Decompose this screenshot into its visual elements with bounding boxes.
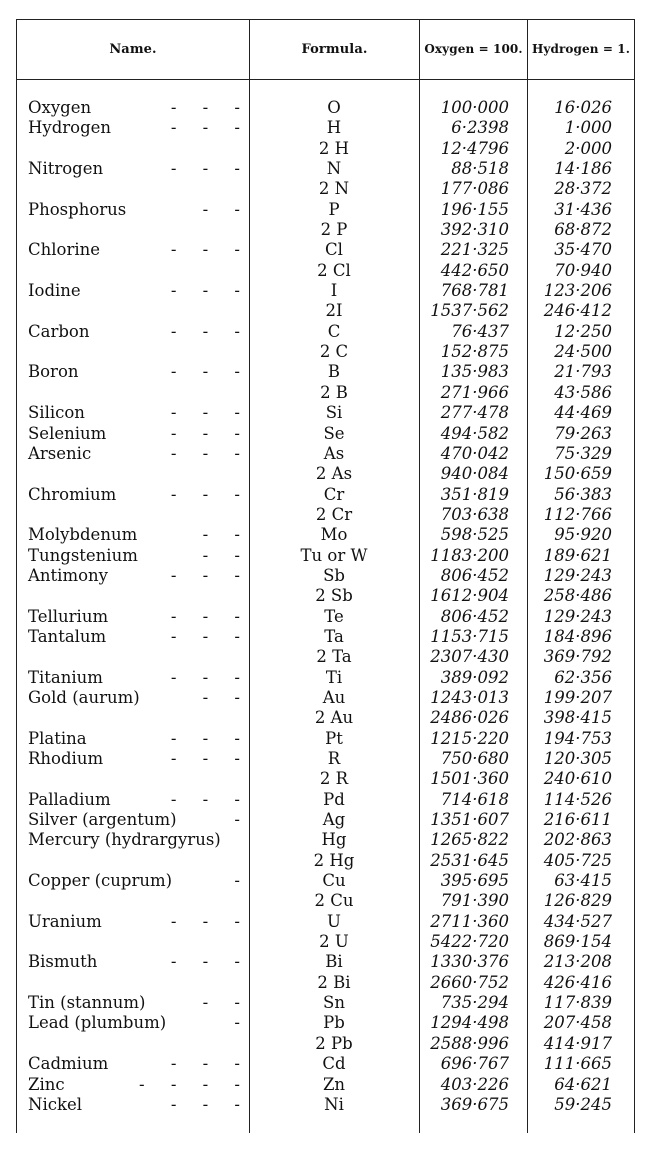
hydrogen-value: 31·436 (554, 199, 612, 219)
leader-dashes: - (234, 810, 240, 830)
oxygen-value: 1351·607 (430, 810, 509, 830)
oxygen-value: 750·680 (440, 749, 509, 768)
header-formula: Formula. (301, 41, 368, 57)
oxygen-value: 6·2398 (451, 118, 509, 138)
oxygen-value: 2531·645 (430, 850, 509, 870)
table-row (0, 1034, 650, 1054)
leader-dashes: - - - (170, 118, 240, 138)
formula-cell: 2 Sb (315, 586, 353, 606)
table-row (0, 342, 650, 362)
formula-cell: P (328, 199, 340, 219)
leader-dashes: - - - (170, 362, 240, 382)
table-row (0, 1013, 650, 1033)
header-name: Name. (109, 41, 157, 57)
formula-cell: Cr (323, 484, 345, 504)
formula-cell: Tu or W (300, 545, 368, 565)
table-row (0, 932, 650, 952)
hydrogen-value: 114·526 (543, 789, 612, 809)
formula-cell: 2 P (320, 220, 348, 240)
table-row (0, 281, 650, 301)
hydrogen-value: 75·329 (554, 443, 612, 463)
leader-dashes: - - (202, 525, 240, 545)
oxygen-value: 714·618 (440, 789, 509, 809)
element-name: Molybdenum (28, 525, 138, 545)
table-row (0, 647, 650, 667)
oxygen-value: 1243·013 (430, 687, 509, 707)
leader-dashes: - - - (170, 667, 240, 687)
table-row (0, 240, 650, 260)
hydrogen-value: 258·486 (543, 586, 612, 606)
formula-cell: N (326, 159, 342, 179)
element-name: Tantalum (28, 626, 107, 646)
formula-cell: Pb (323, 1013, 345, 1033)
hydrogen-value: 194·753 (543, 728, 612, 748)
table-row (0, 505, 650, 525)
oxygen-value: 2660·752 (430, 972, 509, 992)
formula-cell: Ag (322, 810, 346, 830)
table-row (0, 444, 650, 464)
table-row (0, 200, 650, 220)
formula-cell: 2 Hg (313, 850, 355, 870)
header-bottom-rule (16, 79, 635, 80)
table-row (0, 139, 650, 159)
element-name: Uranium (28, 911, 102, 931)
formula-cell: 2 R (319, 769, 349, 789)
oxygen-value: 100·000 (440, 98, 509, 117)
leader-dashes: - - - (170, 606, 240, 626)
hydrogen-value: 63·415 (554, 871, 612, 891)
element-name: Hydrogen (28, 118, 112, 138)
element-name: Bismuth (28, 952, 98, 972)
table-row (0, 708, 650, 728)
formula-cell: Cl (325, 240, 343, 260)
table-row (0, 607, 650, 627)
hydrogen-value: 398·415 (543, 708, 612, 728)
oxygen-value: 2711·360 (430, 911, 509, 931)
hydrogen-value: 62·356 (554, 667, 612, 687)
oxygen-value: 940·084 (440, 464, 509, 484)
oxygen-value: 135·983 (440, 362, 509, 382)
hydrogen-value: 79·263 (554, 423, 612, 443)
hydrogen-value: 1·000 (564, 118, 612, 138)
oxygen-value: 598·525 (440, 525, 509, 545)
oxygen-value: 196·155 (440, 199, 509, 219)
hydrogen-value: 59·245 (554, 1094, 612, 1114)
oxygen-value: 494·582 (440, 423, 509, 443)
oxygen-value: 392·310 (440, 220, 509, 240)
hydrogen-value: 28·372 (554, 179, 612, 199)
oxygen-value: 1265·822 (430, 830, 509, 850)
table-row (0, 485, 650, 505)
oxygen-value: 76·437 (451, 321, 509, 341)
oxygen-value: 221·325 (440, 240, 509, 260)
table-row (0, 952, 650, 972)
formula-cell: 2 Au (314, 708, 354, 728)
oxygen-value: 177·086 (440, 179, 509, 199)
element-name: Lead (plumbum) (28, 1013, 167, 1033)
oxygen-value: 703·638 (440, 504, 509, 524)
hydrogen-value: 216·611 (543, 810, 612, 830)
hydrogen-value: 123·206 (543, 281, 612, 301)
oxygen-value: 403·226 (440, 1074, 509, 1094)
table-row (0, 98, 650, 118)
oxygen-value: 768·781 (440, 281, 509, 301)
hydrogen-value: 14·186 (554, 159, 612, 179)
leader-dashes: - - (202, 545, 240, 565)
element-name: Silicon (28, 403, 85, 423)
hydrogen-value: 16·026 (554, 98, 612, 117)
oxygen-value: 735·294 (440, 993, 509, 1013)
leader-dashes: - - - (170, 443, 240, 463)
element-name: Selenium (28, 423, 107, 443)
leader-dashes: - - - (170, 952, 240, 972)
leader-dashes: - - - - (139, 1074, 240, 1094)
table-row (0, 668, 650, 688)
leader-dashes: - - - (170, 321, 240, 341)
formula-cell: Hg (321, 830, 347, 850)
hydrogen-value: 246·412 (543, 301, 612, 321)
hydrogen-value: 43·586 (554, 382, 612, 402)
formula-cell: Zn (322, 1074, 346, 1094)
oxygen-value: 1153·715 (430, 626, 509, 646)
leader-dashes: - - - (170, 403, 240, 423)
oxygen-value: 442·650 (440, 260, 509, 280)
formula-cell: Te (324, 606, 344, 626)
formula-cell: Pd (323, 789, 345, 809)
formula-cell: 2 B (320, 382, 348, 402)
leader-dashes: - - - (170, 728, 240, 748)
formula-cell: Ti (325, 667, 343, 687)
leader-dashes: - - - (170, 626, 240, 646)
formula-cell: 2 N (318, 179, 350, 199)
hydrogen-value: 24·500 (554, 342, 612, 362)
leader-dashes: - - - (170, 98, 240, 117)
formula-cell: 2 Cl (317, 260, 351, 280)
oxygen-value: 1330·376 (430, 952, 509, 972)
hydrogen-value: 70·940 (554, 260, 612, 280)
oxygen-value: 12·4796 (440, 138, 509, 158)
leader-dashes: - - - (170, 281, 240, 301)
oxygen-value: 351·819 (440, 484, 509, 504)
hydrogen-value: 120·305 (543, 749, 612, 768)
table-row (0, 383, 650, 403)
table-row (0, 362, 650, 382)
oxygen-value: 395·695 (440, 871, 509, 891)
hydrogen-value: 111·665 (543, 1054, 612, 1074)
formula-cell: Sb (323, 565, 345, 585)
formula-cell: Sn (323, 993, 345, 1013)
table-row (0, 851, 650, 871)
element-name: Mercury (hydrargyrus) (28, 830, 221, 850)
oxygen-value: 1294·498 (430, 1013, 509, 1033)
leader-dashes: - - - (170, 240, 240, 260)
element-name: Nickel (28, 1094, 82, 1114)
leader-dashes: - - - (170, 423, 240, 443)
table-row (0, 118, 650, 138)
element-name: Phosphorus (28, 199, 127, 219)
formula-cell: 2 As (315, 464, 353, 484)
table-row (0, 220, 650, 240)
table-row (0, 566, 650, 586)
element-name: Gold (aurum) (28, 687, 140, 707)
table-row (0, 790, 650, 810)
formula-cell: U (327, 911, 341, 931)
formula-cell: As (323, 443, 345, 463)
leader-dashes: - - (202, 199, 240, 219)
element-name: Antimony (28, 565, 108, 585)
element-name: Silver (argentum) (28, 810, 177, 830)
table-row (0, 322, 650, 342)
formula-cell: Se (323, 423, 345, 443)
hydrogen-value: 126·829 (543, 891, 612, 911)
leader-dashes: - (234, 1013, 240, 1033)
oxygen-value: 271·966 (440, 382, 509, 402)
hydrogen-value: 2·000 (564, 138, 612, 158)
hydrogen-value: 202·863 (543, 830, 612, 850)
oxygen-value: 1183·200 (430, 545, 509, 565)
hydrogen-value: 184·896 (543, 626, 612, 646)
leader-dashes: - - - (170, 1094, 240, 1114)
hydrogen-value: 426·416 (543, 972, 612, 992)
hydrogen-value: 213·208 (543, 952, 612, 972)
element-name: Rhodium (28, 749, 104, 768)
formula-cell: Bi (325, 952, 343, 972)
table-row (0, 179, 650, 199)
table-row (0, 261, 650, 281)
leader-dashes: - - (202, 993, 240, 1013)
table-row (0, 424, 650, 444)
formula-cell: O (327, 98, 341, 117)
formula-cell: C (327, 321, 341, 341)
hydrogen-value: 56·383 (554, 484, 612, 504)
table-body (0, 98, 650, 1115)
oxygen-value: 696·767 (440, 1054, 509, 1074)
oxygen-value: 152·875 (440, 342, 509, 362)
hydrogen-value: 434·527 (543, 911, 612, 931)
table-row (0, 729, 650, 749)
oxygen-value: 470·042 (440, 443, 509, 463)
leader-dashes: - - - (170, 565, 240, 585)
formula-cell: 2 Cu (314, 891, 354, 911)
oxygen-value: 806·452 (440, 565, 509, 585)
oxygen-value: 791·390 (440, 891, 509, 911)
header-oxygen: Oxygen = 100. (424, 42, 523, 56)
oxygen-value: 2486·026 (430, 708, 509, 728)
leader-dashes: - - - (170, 159, 240, 179)
element-name: Zinc (28, 1074, 65, 1094)
formula-cell: 2 Ta (316, 647, 352, 667)
formula-cell: Mo (320, 525, 348, 545)
hydrogen-value: 189·621 (543, 545, 612, 565)
element-name: Tungstenium (28, 545, 138, 565)
leader-dashes: - - - (170, 1054, 240, 1074)
formula-cell: Ni (324, 1094, 344, 1114)
element-name: Boron (28, 362, 79, 382)
oxygen-value: 1215·220 (430, 728, 509, 748)
formula-cell: 2 H (318, 138, 350, 158)
hydrogen-value: 369·792 (543, 647, 612, 667)
oxygen-value: 1612·904 (430, 586, 509, 606)
formula-cell: Si (325, 403, 343, 423)
leader-dashes: - (234, 871, 240, 891)
element-name: Chromium (28, 484, 117, 504)
hydrogen-value: 12·250 (554, 321, 612, 341)
hydrogen-value: 68·872 (554, 220, 612, 240)
hydrogen-value: 35·470 (554, 240, 612, 260)
hydrogen-value: 64·621 (554, 1074, 612, 1094)
oxygen-value: 389·092 (440, 667, 509, 687)
table-row (0, 688, 650, 708)
leader-dashes: - - - (170, 789, 240, 809)
hydrogen-value: 21·793 (554, 362, 612, 382)
hydrogen-value: 405·725 (543, 850, 612, 870)
element-name: Tin (stannum) (28, 993, 146, 1013)
element-name: Copper (cuprum) (28, 871, 173, 891)
oxygen-value: 1501·360 (430, 769, 509, 789)
formula-cell: Cd (322, 1054, 346, 1074)
table-row (0, 586, 650, 606)
element-name: Tellurium (28, 606, 109, 626)
element-name: Arsenic (28, 443, 92, 463)
leader-dashes: - - - (170, 749, 240, 768)
hydrogen-value: 129·243 (543, 606, 612, 626)
hydrogen-value: 112·766 (543, 504, 612, 524)
element-name: Platina (28, 728, 87, 748)
formula-cell: 2I (325, 301, 343, 321)
leader-dashes: - - - (170, 911, 240, 931)
formula-cell: R (327, 749, 341, 768)
formula-cell: 2 U (319, 932, 349, 952)
hydrogen-value: 117·839 (543, 993, 612, 1013)
element-name: Titanium (28, 667, 103, 687)
element-name: Nitrogen (28, 159, 104, 179)
table-row (0, 810, 650, 830)
oxygen-value: 5422·720 (430, 932, 509, 952)
oxygen-value: 1537·562 (430, 301, 509, 321)
table-row (0, 301, 650, 321)
formula-cell: B (327, 362, 341, 382)
table-row (0, 749, 650, 769)
oxygen-value: 2307·430 (430, 647, 509, 667)
hydrogen-value: 207·458 (543, 1013, 612, 1033)
hydrogen-value: 129·243 (543, 565, 612, 585)
element-name: Cadmium (28, 1054, 109, 1074)
table-row (0, 1075, 650, 1095)
table-row (0, 464, 650, 484)
hydrogen-value: 869·154 (543, 932, 612, 952)
formula-cell: I (330, 281, 338, 301)
oxygen-value: 806·452 (440, 606, 509, 626)
table-row (0, 891, 650, 911)
element-name: Oxygen (28, 98, 92, 117)
formula-cell: 2 C (319, 342, 349, 362)
oxygen-value: 2588·996 (430, 1033, 509, 1053)
table-row (0, 403, 650, 423)
table-row (0, 1095, 650, 1115)
hydrogen-value: 95·920 (554, 525, 612, 545)
formula-cell: Ta (324, 626, 344, 646)
oxygen-value: 88·518 (451, 159, 509, 179)
element-name: Chlorine (28, 240, 101, 260)
table-row (0, 627, 650, 647)
formula-cell: Pt (325, 728, 343, 748)
hydrogen-value: 199·207 (543, 687, 612, 707)
formula-cell: 2 Cr (315, 504, 353, 524)
table-row (0, 525, 650, 545)
formula-cell: 2 Bi (317, 972, 351, 992)
leader-dashes: - - - (170, 484, 240, 504)
leader-dashes: - - (202, 687, 240, 707)
formula-cell: Cu (322, 871, 346, 891)
oxygen-value: 369·675 (440, 1094, 509, 1114)
oxygen-value: 277·478 (440, 403, 509, 423)
element-name: Palladium (28, 789, 111, 809)
table-row (0, 830, 650, 850)
table-row (0, 159, 650, 179)
table-row (0, 912, 650, 932)
table-row (0, 546, 650, 566)
table-row (0, 973, 650, 993)
hydrogen-value: 240·610 (543, 769, 612, 789)
formula-cell: H (326, 118, 342, 138)
table-row (0, 993, 650, 1013)
hydrogen-value: 414·917 (543, 1033, 612, 1053)
element-name: Iodine (28, 281, 81, 301)
formula-cell: Au (322, 687, 346, 707)
element-name: Carbon (28, 321, 90, 341)
formula-cell: 2 Pb (315, 1033, 353, 1053)
table-row (0, 871, 650, 891)
hydrogen-value: 44·469 (554, 403, 612, 423)
header-hydrogen: Hydrogen = 1. (531, 42, 630, 56)
hydrogen-value: 150·659 (543, 464, 612, 484)
table-row (0, 769, 650, 789)
table-row (0, 1054, 650, 1074)
